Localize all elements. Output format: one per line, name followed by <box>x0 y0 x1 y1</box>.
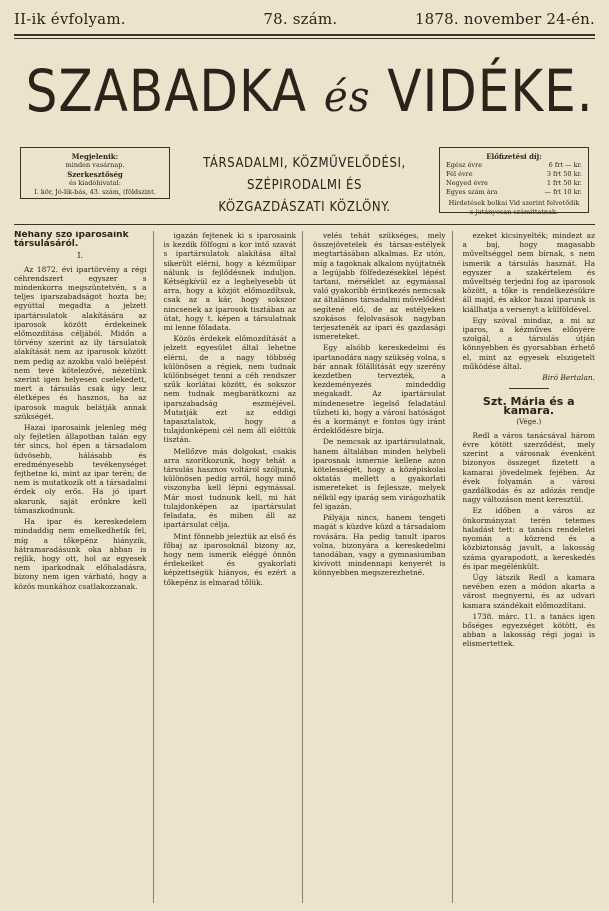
newspaper-subtitle <box>178 153 431 219</box>
editorial-heading: Szerkesztőség <box>67 170 123 179</box>
paragraph: 1738. márc. 11. a tanács igen bőséges egyezséget kötött, és abban a lakosság régi jogai is elismertettek. <box>462 611 595 649</box>
price-label: Negyed évre <box>446 179 488 187</box>
paragraph: Redl a város tanácsával három évre kötött szerződést, mely szerint a városnak évenként bizonyos összeget fizetett a kamarai jövedelmek fejében. Az évek folyamán a városi gazdálkodás és az adózás rendje nagy változáson ment keresztül. <box>462 430 595 505</box>
price-value: — frt 10 kr. <box>544 188 582 196</box>
article-separator <box>509 388 549 389</box>
paragraph: Úgy látszik Redl a kamara nevében ezen a módon akarta a várost megnyerni, és az udvari kamara szándékait előmozdítani. <box>462 572 595 610</box>
issue-date: 1878. november 24-én. <box>414 10 595 28</box>
issue-info-line <box>14 0 595 28</box>
column-4 <box>463 231 596 903</box>
paragraph: De nemcsak az ipartársulatnak, hanem általában minden helybeli iparosnak ismernie kellene azon kötelességét, hogy a középiskolai oktatás mellett a gyakorlati ismereteket is fejlessze, melyek nélkül egy iparág sem virágozhatik fel igazán. <box>313 437 446 511</box>
editorial-subheading: és kiadóhivatal: <box>69 179 121 187</box>
article-title: Néhány szó iparosaink társulásáról. <box>14 231 129 250</box>
paragraph: Az 1872. évi ipartörvény a régi céhrendszert egyszer s mindenkorra megszüntetvén, s a teljes iparszabadságot hozta be; egyúttal megadta a jelzett ipartársulatok alakítására az iparosok között érdekeinek előmozdítása céljából. Midőn a törvény szerint az ily társulatok alakítását nem az iparosok között nem pedig az azokba való belépést nem tevé kötelezővé, nézetünk szerint igen helyesen cselekedett, mert a társulás csak úgy lesz életképes és hasznos, ha az iparosok maguk belátják annak szükségét. <box>14 264 147 421</box>
price-value: 1 frt 50 kr. <box>546 179 582 187</box>
advert-note: Hirdetések bolkai Vid szerint felvetődik s jutányosan számíttatnak. <box>448 199 580 216</box>
paragraph: Mint fönnebb jeleztük az első és főbaj az iparosoknál bizony az, hogy nem ismerik eléggé önnön érdekeiket és gyakorlati képzettségük hiányos, és ezért a tőkepénz is elmarad tőlük. <box>163 531 296 587</box>
paragraph: Ha ipar és kereskedelem mindaddig nem emelkedhetik fel, míg a tőkepénz hiányzik, hátramaradásunk oka abban is rejlik, hogy ott, hol az egyesek nem iparkodnak előhaladásra, bizony nem igen várható, hogy a közös munkához csatlakozzanak. <box>14 517 147 591</box>
issue-number: 78. szám. <box>263 10 338 28</box>
paragraph: velés tehát szükséges, mely összejövetelek és társas-estélyek megtartásában alkalmas. Ez utón, míg a tagoknak alkalom nyújtatnék a legújabb fölfedezésekkel lépést tartani, mérséklet az egymással való gyakoribb érintkezés nemcsak az általános társadalmi művelődést segítené elő, de az estélyeken szokásos felolvasások nagyban terjesztenék az ipari és gazdasági ismereteket. <box>313 231 446 342</box>
publication-info-box <box>20 147 170 199</box>
paragraph: Egy szóval mindaz, a mi az iparos, a kézműves előnyére szolgál, a társulás útján könnyebben és gyorsabban érhető el, mint az egyesek elszigetelt működése által. <box>462 315 595 371</box>
paragraph: igazán fejtenek ki s iparosaink is kezdik fölfogni a kor intő szavát s ipartársulatok alakítása által sikerült elérni, hogy a kézműipar nálunk is fejlődésnek induljon. Kétségkívül ez a leghelyesebb út arra, hogy a közjót előmozdítsuk, csak az a kár, hogy sokszor nincsenek az iparosok tisztában az útat, hogy t. képen a társulatnak mi lenne föladata. <box>163 231 296 333</box>
masthead <box>14 45 595 137</box>
title-part1: SZABADKA <box>25 57 308 125</box>
price-value: 3 frt 50 kr. <box>546 170 582 178</box>
price-row <box>446 161 582 170</box>
title-es: és <box>323 72 371 121</box>
paragraph: Hazai iparosaink jelenleg még oly fejletlen állapotban talán egy tér sincs, hol épen a társadalom üdvösebb, hálásabb és eredményesebb tevékenységet fejthetne ki, mint az ipar terén; de nem is mutatkozik ott a társadalmi érdek oly erős. Ha jó ipart akarunk, saját erőnkre kell támaszkodnunk. <box>14 423 147 515</box>
price-row <box>446 179 582 188</box>
editorial-address: I. kör, Jó-lik-bás, 43. szám, (földszint. <box>34 188 156 196</box>
volume-label: II-ik évfolyam. <box>14 10 126 28</box>
column-3 <box>313 231 453 903</box>
price-row <box>446 170 582 179</box>
paragraph: Pályája nincs, hanem tengeti magát s küzdve küzd a társadalom rovására. Ha pedig tanult iparos volna, bizonyára a kereskedelmi tanodában, vagy a gymnasiumban kivívott mindennapi kenyerét is könnyebben megszerezhetné. <box>313 513 446 578</box>
paragraph: Közös érdekek előmozdítását a jelzett egyesület által lehetne elérni, de a nagy többség különösen a régiek, nem tudnak különbséget tenni a céh rendszer szűk korlátai között, és sokszor nem tudnak megbarátkozni az iparszabadság eszméjével. Mutatják ezt az eddigi tapasztalatok, hogy a tulajdonképeni cél nem áll előttük tisztán. <box>163 334 296 445</box>
author-signature: Biró Bertalan. <box>542 373 595 383</box>
column-1 <box>14 231 154 903</box>
article-title: Szt. Mária és a kamara. <box>482 395 575 418</box>
title-part2: VIDÉKE. <box>387 57 594 125</box>
column-2 <box>164 231 304 903</box>
subhead-area <box>14 137 595 223</box>
subtitle-line1: TÁRSADALMI, KÖZMŰVELŐDÉSI, SZÉPIRODALMI ÉS <box>203 156 406 193</box>
appears-text: minden vasárnap. <box>65 161 125 169</box>
paragraph: Ez időben a város az önkormányzat terén tetemes haladást tett: a tanács rendeletei nyomán a közrend és a közbiztonság javult, a lakosság száma gyarapodott, a kereskedés és ipar megélénkült. <box>462 506 595 571</box>
subscription-box <box>439 147 589 216</box>
subtitle-line2: KÖZGAZDÁSZATI KÖZLÖNY. <box>218 200 391 215</box>
header-rule <box>14 34 595 39</box>
appears-heading: Megjelenik: <box>71 152 119 161</box>
article-subtitle: (Vége.) <box>516 417 542 426</box>
price-row <box>446 188 582 197</box>
subscription-heading: Előfizetési díj: <box>486 152 542 161</box>
newspaper-title <box>25 45 594 143</box>
paragraph: Mellőzve más dolgokat, csakis arra szorítkozunk, hogy tehát a társulás hasznos voltáról szóljunk, különösen pedig arról, hogy minő viszonyba kell lépni egymással. Már most tudnunk kell, mi hát tulajdonképen az ipartársulat feladata, és miben áll az ipartársulat célja. <box>163 446 296 530</box>
paragraph: Egy alsóbb kereskedelmi és ipartanodára nagy szükség volna, s bár annak fölállítását egy szerény kezdetben tervezték, a kezdeményezés mindeddig megakadt. Az ipartársulat mindenesetre legelső feladatául tűzheti ki, hogy a városi hatóságot és a kormányt e fontos ügy iránt érdeklődésre bírja. <box>313 343 446 436</box>
article-part-number: I. <box>77 251 84 261</box>
article-columns <box>14 224 595 903</box>
paragraph: ezeket kicsinyelték; mindezt az a baj, hogy magasabb műveltséggel nem bírnak, s nem ismerik a társulás hasznát. Ha egyszer a szakértelem és műveltség terjedni fog az iparosok között, a tőke is rendelkezésükre áll majd, és akkor hazai iparunk is kiállhatja a versenyt a külföldével. <box>462 231 595 314</box>
price-label: Fél évre <box>446 170 473 178</box>
price-value: 6 frt — kr. <box>548 161 582 169</box>
price-label: Egész évre <box>446 161 483 169</box>
price-label: Egyes szám ára <box>446 188 498 196</box>
